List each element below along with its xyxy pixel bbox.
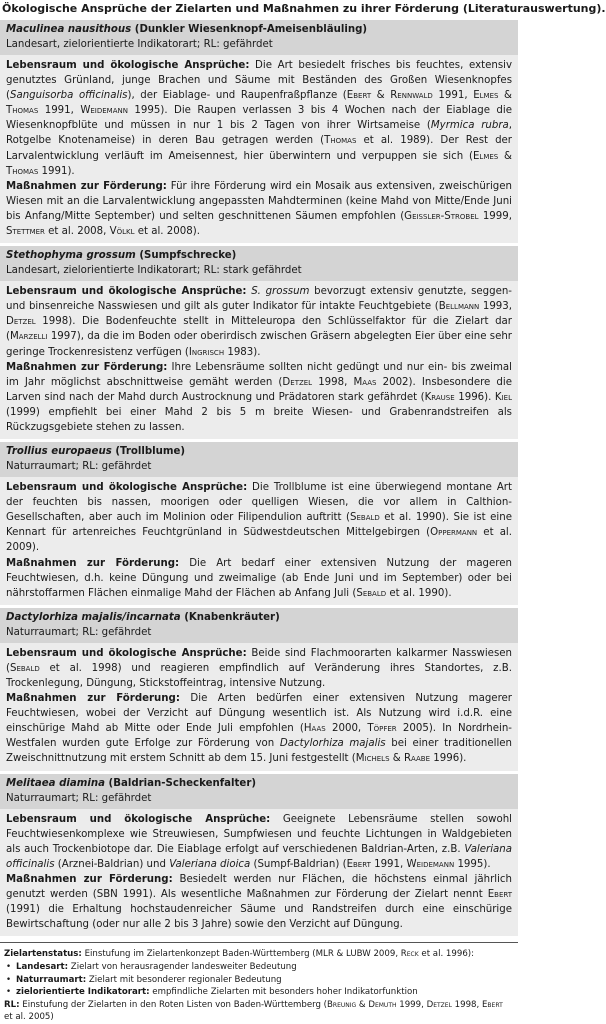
legend-item-indikatorart: • zielorientierte Indikatorart: empfindliche Zielarten mit besonders hoher Indikatorfunktion (16, 986, 514, 999)
species-name (6, 444, 512, 459)
legend-rl-text: Einstufung der Zielarten in den Roten Listen von Baden-Württemberg (Breunig & Demuth 1999, Detzel 1998, Ebert et al. 2005) (4, 999, 503, 1023)
species-header (0, 774, 518, 809)
measures-label: Maßnahmen zur Förderung: (6, 557, 180, 569)
species-common-name: (Knabenkräuter) (180, 611, 280, 623)
habitat-label: Lebensraum und ökologische Ansprüche: (6, 286, 247, 298)
species-common-name: (Trollblume) (111, 446, 186, 458)
species-common-name: (Sumpfschrecke) (135, 250, 237, 262)
measures-paragraph (6, 179, 512, 239)
species-body (0, 477, 518, 605)
habitat-label: Lebensraum und ökologische Ansprüche: (6, 60, 250, 71)
species-body (0, 55, 518, 243)
table-title: Ökologische Ansprüche der Zielarten und Maßnahmen zu ihrer Förderung (Literaturauswertung). (2, 2, 606, 15)
habitat-label: Lebensraum und ökologische Ansprüche: (6, 647, 247, 659)
species-list (0, 20, 518, 936)
measures-label: Maßnahmen zur Förderung: (6, 361, 168, 373)
legend (0, 942, 518, 1024)
legend-rl (4, 999, 514, 1024)
species-name (6, 776, 512, 791)
habitat-text: Beide sind Flachmoorarten kalkarmer Nasswiesen (Sebald et al. 1998) und reagieren empfindlich auf Veränderung ihres Standortes, z.B. Trockenlegung, Düngung, Stickstoffeintrag, intensive Nutzung. (6, 647, 512, 689)
habitat-text: Die Art besiedelt frisches bis feuchtes, extensiv genutztes Grünland, junge Brachen und Säume mit Beständen des Großen Wiesenknopfes (Sanguisorba officinalis), der Eiablage- und Raupenfraßpflanze (Ebert & Rennwald 1991, Elmes & Thomas 1991, Weidemann 1995). Die Raupen verlassen 3 bis 4 Wochen nach der Eiablage die Wiesenknopfblüte und müssen in nur 1 bis 2 Tagen von ihrer Wirtsameise (Myrmica rubra, Rotgelbe Knotenameise) in deren Bau getragen werden (Thomas et al. 1989). Der Rest der Larvalentwicklung verläuft im Ameisennest, hier überwintern und verpuppen sie sich (Elmes & Thomas 1991). (6, 60, 513, 177)
species-header (0, 608, 518, 643)
species-block (0, 774, 518, 937)
legend-item-landesart: • Landesart: Zielart von herausragender landesweiter Bedeutung (16, 961, 514, 974)
species-scientific-name: Stethophyma grossum (6, 250, 136, 262)
measures-label: Maßnahmen zur Förderung: (6, 693, 180, 705)
measures-paragraph (6, 691, 512, 766)
measures-paragraph (6, 556, 512, 601)
species-block (0, 246, 518, 439)
species-status: Naturraumart; RL: gefährdet (6, 792, 152, 804)
habitat-label: Lebensraum und ökologische Ansprüche: (6, 482, 248, 494)
species-name (6, 610, 512, 625)
species-status: Naturraumart; RL: gefährdet (6, 461, 152, 473)
species-header (0, 246, 518, 281)
species-name (6, 22, 512, 37)
species-body (0, 643, 518, 771)
legend-rl-label: RL: (4, 999, 20, 1010)
legend-zielartenstatus-text: Einstufung im Zielartenkonzept Baden-Württemberg (MLR & LUBW 2009, Reck et al. 1996): (81, 949, 475, 960)
species-body (0, 281, 518, 439)
species-block (0, 608, 518, 771)
species-body (0, 809, 518, 937)
habitat-paragraph (6, 284, 512, 359)
species-block (0, 442, 518, 605)
measures-paragraph (6, 872, 512, 932)
measures-paragraph (6, 360, 512, 435)
habitat-text: Die Trollblume ist eine überwiegend montane Art der feuchten bis nassen, moorigen oder quelligen Wiesen, die vor allem in Calthion-Gesellschaften, aber auch im Molinion oder Filipendulion auftritt (Sebald et al. 1990). Sie ist eine Kennart für artenreiches Feuchtgrünland in Südwestdeutschen Mittelgebirgen (Oppermann et al. 2009). (6, 482, 513, 554)
species-header (0, 442, 518, 477)
legend-zielartenstatus-label: Zielartenstatus: (4, 949, 82, 960)
habitat-paragraph (6, 646, 512, 691)
legend-zielartenstatus (4, 948, 514, 961)
measures-text: Besiedelt werden nur Flächen, die höchstens einmal jährlich genutzt werden (SBN 1991). Als wesentliche Maßnahmen zur Förderung der Zielart nennt Ebert (1991) die Erhaltung hochstaudenreicher Säume und Randstreifen durch eine einschürige Bewirtschaftung (oder nur alle 2 bis 3 Jahre) sowie den Verzicht auf Düngung. (6, 873, 512, 931)
species-scientific-name: Dactylorhiza majalis/incarnata (6, 611, 181, 623)
measures-label: Maßnahmen zur Förderung: (6, 180, 167, 192)
species-name (6, 248, 512, 263)
habitat-label: Lebensraum und ökologische Ansprüche: (6, 813, 271, 825)
habitat-paragraph (6, 812, 512, 872)
habitat-paragraph (6, 58, 512, 179)
legend-item-naturraumart: • Naturraumart: Zielart mit besonderer regionaler Bedeutung (16, 974, 514, 987)
species-status: Landesart, zielorientierte Indikatorart; RL: gefährdet (6, 39, 273, 50)
measures-label: Maßnahmen zur Förderung: (6, 873, 173, 885)
measures-text: Die Art bedarf einer extensiven Nutzung der mageren Feuchtwiesen, d.h. keine Düngung und zweimalige (ab Ende Juni und im September) oder bei nährstoffarmen Flächen einmalige Mahd der Flächen ab Anfang Juli (Sebald et al. 1990). (6, 557, 512, 599)
species-header (0, 20, 518, 55)
measures-text: Die Arten bedürfen einer extensiven Nutzung magerer Feuchtwiesen, wobei der Verzicht auf Düngung wesentlich ist. Als Nutzung wird i.d.R. eine einschürige Mahd ab Mitte oder Ende Juli empfohlen (Haas 2000, Töpfer 2005). In Nordrhein-Westfalen wurden gute Erfolge zur Förderung von Dactylorhiza majalis bei einer traditionellen Zweischnittnutzung mit erstem Schnitt ab dem 15. Juni festgestellt (Michels & Raabe 1996). (6, 693, 512, 765)
species-block (0, 20, 518, 243)
species-scientific-name: Maculinea nausithous (6, 24, 132, 35)
species-common-name: (Baldrian-Scheckenfalter) (105, 777, 256, 789)
habitat-paragraph (6, 480, 512, 555)
habitat-text: Geeignete Lebensräume stellen sowohl Feuchtwiesenkomplexe wie Streuwiesen, Sumpfwiesen und feuchte Lichtungen in Waldgebieten als auch Trockenbiotope dar. Die Eiablage erfolgt auf verschiedenen Baldrian-Arten, z.B. Valeriana officinalis (Arznei-Baldrian) und Valeriana dioica (Sumpf-Baldrian) (Ebert 1991, Weidemann 1995). (6, 813, 512, 870)
habitat-text: S. grossum bevorzugt extensiv genutzte, seggen- und binsenreiche Nasswiesen und gilt als guter Indikator für intakte Feuchtgebiete (Bellmann 1993, Detzel 1998). Die Bodenfeuchte stellt in Mitteleuropa den Schlüsselfaktor für die Zielart dar (Marzelli 1997), da die im Boden oder oberirdisch zwischen Gräsern abgelegten Eier über eine sehr geringe Trockenresistenz verfügen (Ingrisch 1983). (6, 286, 513, 358)
species-status: Landesart, zielorientierte Indikatorart; RL: stark gefährdet (6, 265, 302, 277)
species-scientific-name: Trollius europaeus (6, 446, 112, 458)
species-status: Naturraumart; RL: gefährdet (6, 626, 152, 638)
species-common-name: (Dunkler Wiesenknopf-Ameisenbläuling) (131, 24, 368, 35)
measures-text: Für ihre Förderung wird ein Mosaik aus extensiven, zweischürigen Wiesen mit an die Larvalentwicklung angepassten Mahdterminen (keine Mahd von Mitte/Ende Juni bis Anfang/Mitte September) und selten geschnittenen Säumen empfohlen (Geissler-Strobel 1999, Stettmer et al. 2008, Völkl et al. 2008). (6, 180, 512, 238)
measures-text: Ihre Lebensräume sollten nicht gedüngt und nur ein- bis zweimal im Jahr möglichst abschnittweise gemäht werden (Detzel 1998, Maas 2002). Insbesondere die Larven sind nach der Mahd durch Austrocknung und Prädatoren stark gefährdet (Krause 1996). Kiel (1999) empfiehlt bei einer Mahd 2 bis 5 m breite Wiesen- und Grabenrandstreifen als Rückzugsgebiete stehen zu lassen. (6, 361, 512, 433)
legend-list (4, 961, 514, 999)
species-scientific-name: Melitaea diamina (6, 777, 105, 789)
